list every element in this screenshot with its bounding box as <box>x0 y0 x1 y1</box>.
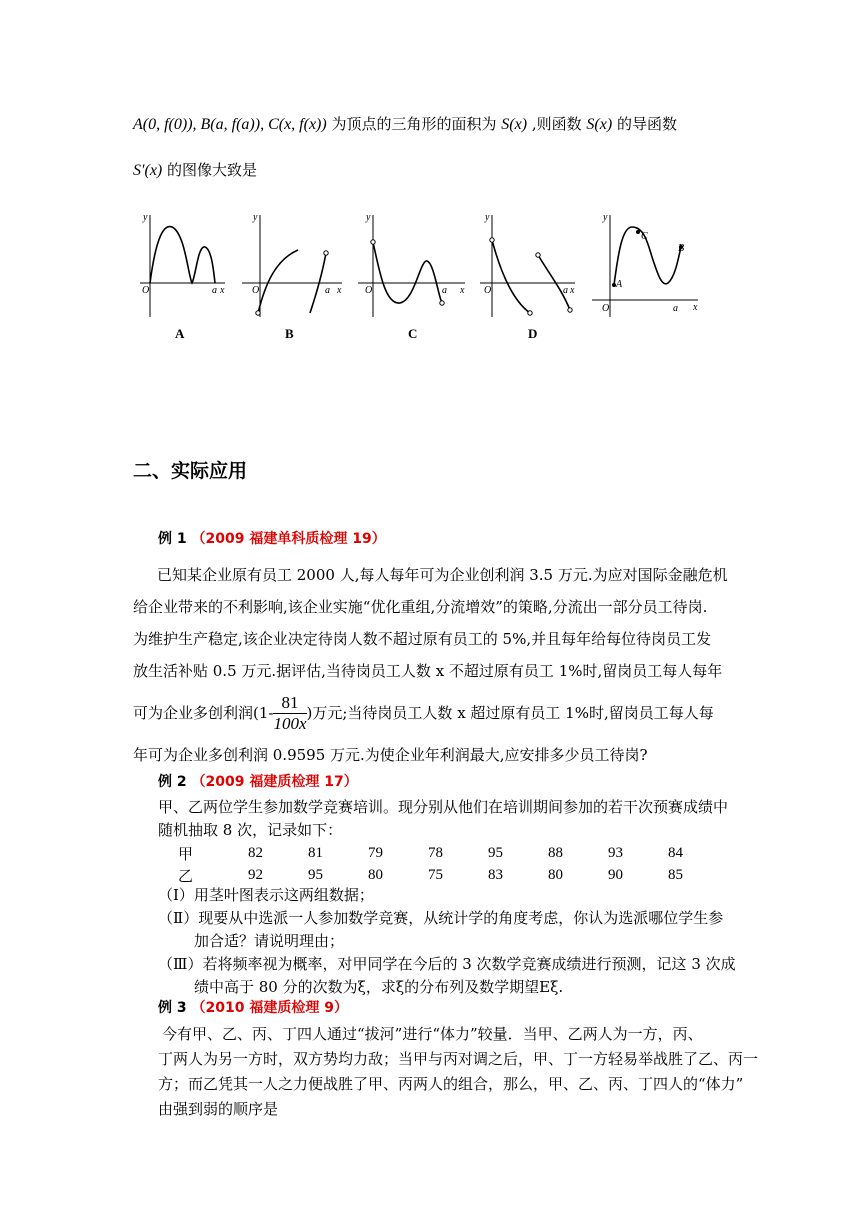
axis-y-label-b: y <box>253 212 258 223</box>
score-cell: 88 <box>548 844 563 861</box>
axis-x-label-ref: x <box>693 302 698 313</box>
example-1-line: 已知某企业原有员工 2000 人,每人每年可为企业创利润 3.5 万元.为应对国际金融危机 <box>157 566 728 584</box>
score-cell: 80 <box>368 866 383 883</box>
table-row <box>178 842 728 864</box>
example-1-label: 例 1 <box>158 531 187 547</box>
a-label-ref: a <box>673 303 678 314</box>
axis-y-label-c: y <box>366 212 371 223</box>
score-cell: 93 <box>608 844 623 861</box>
intro-line-2 <box>133 160 257 181</box>
point-b-label: B <box>678 243 685 254</box>
row-name: 乙 <box>178 866 194 885</box>
example-1-line5-pre: 可为企业多创利润(1- <box>133 704 274 722</box>
example-1-line: 放生活补贴 0.5 万元.据评估,当待岗员工人数 x 不超过原有员工 1%时,留岗员工每人每年 <box>133 662 723 680</box>
example-1-line: 年可为企业多创利润 0.9595 万元.为使企业年利润最大,应安排多少员工待岗? <box>133 746 648 764</box>
axis-x-label-d: x <box>570 285 575 296</box>
origin-label-b: O <box>252 285 260 296</box>
example-1-body <box>133 559 733 771</box>
score-cell: 92 <box>248 866 263 883</box>
example-2-label: 例 2 <box>158 774 187 790</box>
scores-table <box>178 842 728 886</box>
example-1-line-frac <box>133 687 733 739</box>
score-cell: 95 <box>308 866 323 883</box>
derivative-formula: S′(x) <box>133 162 163 179</box>
graph-label-b: B <box>285 326 294 341</box>
point-a-label: A <box>616 279 623 290</box>
intro-text-c: 的导函数 <box>616 115 677 133</box>
example-1-header <box>158 528 386 548</box>
example-1-source: （2009 福建单科质检理 19） <box>191 531 386 547</box>
fraction-numerator: 81 <box>273 693 306 714</box>
score-cell: 82 <box>248 844 263 861</box>
intro-line-2-text: 的图像大致是 <box>167 161 258 179</box>
example-2-source: （2009 福建质检理 17） <box>191 774 358 790</box>
score-cell: 81 <box>308 844 323 861</box>
axis-y-label-a: y <box>143 212 148 223</box>
axis-y-label-ref: y <box>603 212 608 223</box>
example-3-line: 由强到弱的顺序是 <box>158 1100 279 1118</box>
example-3-header <box>158 997 348 1017</box>
a-label-c: a <box>442 285 447 296</box>
example-2-questions <box>158 884 736 999</box>
question-3-cont: 绩中高于 80 分的次数为ξ，求ξ的分布列及数学期望Eξ. <box>194 978 564 996</box>
axis-y-label-d: y <box>485 212 490 223</box>
a-label-d: a <box>563 285 568 296</box>
origin-label-a: O <box>142 285 150 296</box>
point-c-label: C <box>641 231 648 242</box>
example-3-line: 今有甲、乙、丙、丁四人通过“拔河”进行“体力”较量．当甲、乙两人为一方，丙、 <box>162 1025 703 1043</box>
example-3-body <box>158 1022 758 1122</box>
score-cell: 78 <box>428 844 443 861</box>
intro-text-b: ,则函数 <box>531 115 582 133</box>
option-graphs <box>130 205 730 345</box>
origin-label-c: O <box>365 285 373 296</box>
function-formula: S(x) <box>586 116 613 133</box>
a-label-b: a <box>325 285 330 296</box>
intro-text-a: 为顶点的三角形的面积为 <box>331 115 497 133</box>
question-3: （Ⅲ）若将频率视为概率，对甲同学在今后的 3 次数学竞赛成绩进行预测，记这 3 次成 <box>158 955 736 973</box>
example-1-line: 为维护生产稳定,该企业决定待岗人数不超过原有员工的 5%,并且每年给每位待岗员工发 <box>133 630 712 648</box>
score-cell: 79 <box>368 844 383 861</box>
origin-label-ref: O <box>602 303 610 314</box>
origin-label-d: O <box>484 285 492 296</box>
example-2-header <box>158 771 358 791</box>
axis-x-label-a: x <box>220 285 225 296</box>
vertex-formula: A(0, f(0)), B(a, f(a)), C(x, f(x)) <box>133 116 327 133</box>
score-cell: 85 <box>668 866 683 883</box>
example-2-line: 随机抽取 8 次，记录如下： <box>158 821 343 839</box>
fraction-denominator: 100x <box>273 713 307 733</box>
score-cell: 80 <box>548 866 563 883</box>
question-2-cont: 加合适？请说明理由； <box>194 932 345 950</box>
example-1-line5-post: )万元;当待岗员工人数 x 超过原有员工 1%时,留岗员工每人每 <box>306 704 714 722</box>
score-cell: 90 <box>608 866 623 883</box>
intro-line-1 <box>133 114 677 135</box>
question-2: （Ⅱ）现要从中选派一人参加数学竞赛，从统计学的角度考虑，你认为选派哪位学生参 <box>158 909 724 927</box>
graph-label-a: A <box>175 326 185 341</box>
axis-x-label-c: x <box>460 285 465 296</box>
area-formula: S(x) <box>501 116 528 133</box>
example-3-line: 方；而乙凭其一人之力便战胜了甲、丙两人的组合，那么，甲、乙、丙、丁四人的“体力” <box>158 1075 744 1093</box>
question-1: （Ⅰ）用茎叶图表示这两组数据； <box>158 886 374 904</box>
example-3-line: 丁两人为另一方时，双方势均力敌；当甲与丙对调之后，甲、丁一方轻易举战胜了乙、丙一 <box>158 1050 759 1068</box>
row-name: 甲 <box>178 844 194 863</box>
example-1-line: 给企业带来的不利影响,该企业实施“优化重组,分流增效”的策略,分流出一部分员工待岗. <box>133 598 708 616</box>
graph-label-c: C <box>408 326 418 341</box>
score-cell: 75 <box>428 866 443 883</box>
example-3-source: （2010 福建质检理 9） <box>191 1000 348 1016</box>
example-3-label: 例 3 <box>158 1000 187 1016</box>
example-2-body <box>158 796 728 842</box>
axis-x-label-b: x <box>337 285 342 296</box>
table-row <box>178 864 728 886</box>
a-label-a: a <box>212 285 217 296</box>
example-2-line: 甲、乙两位学生参加数学竞赛培训。现分别从他们在培训期间参加的若干次预赛成绩中 <box>158 798 729 816</box>
score-cell: 83 <box>488 866 503 883</box>
profit-fraction <box>273 693 306 734</box>
graph-label-d: D <box>528 326 538 341</box>
score-cell: 84 <box>668 844 683 861</box>
score-cell: 95 <box>488 844 503 861</box>
section-title: 二、实际应用 <box>133 460 248 482</box>
